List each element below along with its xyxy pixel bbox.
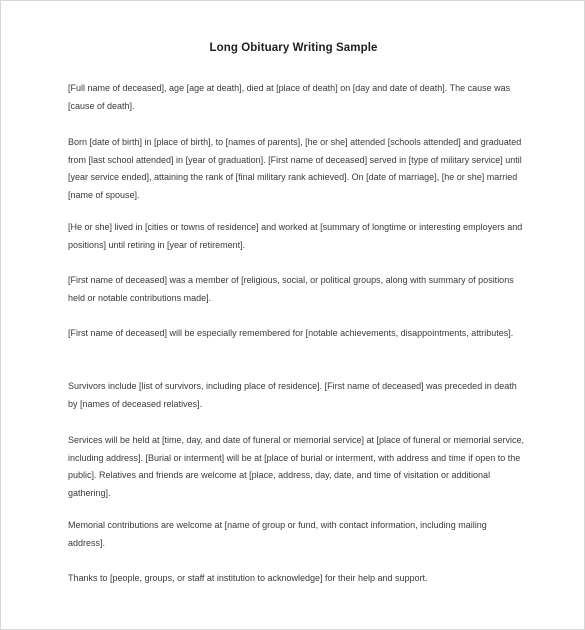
paragraph-death-notice: [Full name of deceased], age [age at death], died at [place of death] on [day and date of death]. The cause was [cause of death]. (68, 83, 511, 111)
paragraph-biography: Born [date of birth] in [place of birth], to [names of parents], [he or she] attended [schools attended] and graduated from [last school attended] in [year of graduation]. [First name of deceased] served in [type of military service] until [year service ended], attaining the rank of [final military rank achieved]. On [date of marriage], [he or she] married [name of spouse]. (68, 137, 522, 200)
paragraph-remembered-for: [First name of deceased] will be especially remembered for [notable achievements, disappointments, attributes]. (68, 328, 514, 338)
paragraph-residence-career: [He or she] lived in [cities or towns of residence] and worked at [summary of longtime or interesting employers and positions] until retiring in [year of retirement]. (68, 222, 523, 250)
paragraph-memorial-contributions: Memorial contributions are welcome at [name of group or fund, with contact information, including mailing address]. (68, 520, 487, 548)
document-title: Long Obituary Writing Sample (209, 42, 378, 54)
paragraph-memberships: [First name of deceased] was a member of [religious, social, or political groups, along with summary of positions held or notable contributions made]. (68, 275, 514, 303)
paragraph-survivors: Survivors include [list of survivors, including place of residence]. [First name of deceased] was preceded in death by [names of deceased relatives]. (68, 381, 517, 409)
paragraph-acknowledgements: Thanks to [people, groups, or staff at institution to acknowledge] for their help and support. (68, 573, 428, 583)
paragraph-services: Services will be held at [time, day, and date of funeral or memorial service] at [place of funeral or memorial service, including address]. [Burial or interment] will be at [place of burial or interment, with address and time if open to the public]. Relatives and friends are welcome at [place, address, day, date, and time of visitation or additional gathering]. (68, 435, 525, 498)
